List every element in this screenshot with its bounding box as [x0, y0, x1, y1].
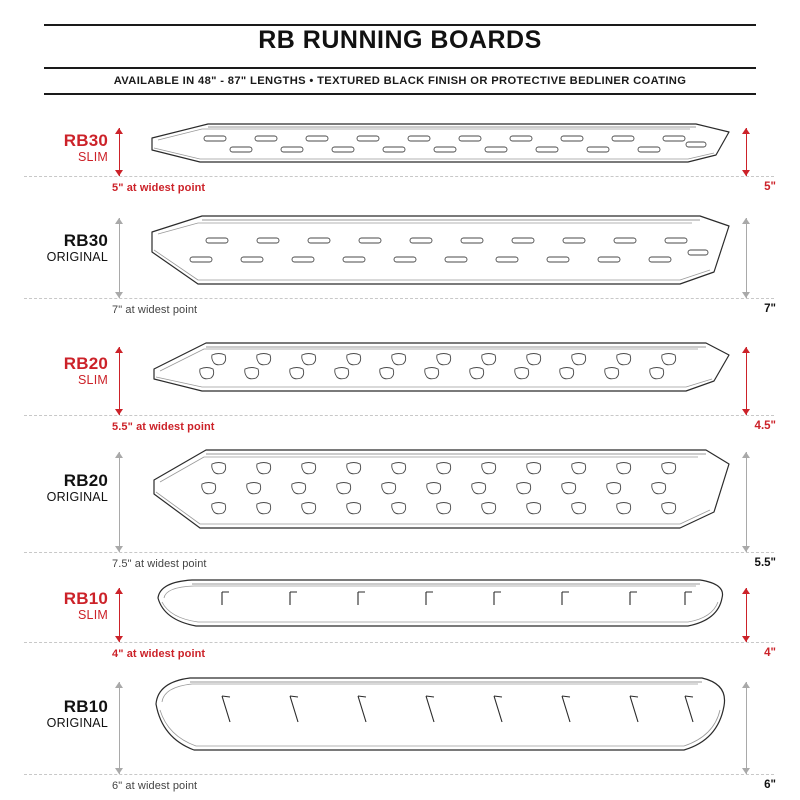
height-label: 4": [764, 647, 776, 659]
height-arrow-right: [742, 218, 751, 298]
board-illustration-rb20-slim: [140, 333, 740, 426]
page-title: RB RUNNING BOARDS: [258, 26, 542, 54]
model-name: RB10: [63, 697, 108, 716]
page-subtitle: AVAILABLE IN 48" - 87" LENGTHS • TEXTURED BLACK FINISH OR PROTECTIVE BEDLINER COATING: [113, 75, 687, 87]
model-name: RB30: [63, 231, 108, 250]
board-illustration-rb10-slim: [140, 568, 740, 661]
spec-row-rb20-original: [0, 440, 800, 570]
height-arrow-left: [115, 682, 124, 774]
board-illustration-rb10-original: [140, 668, 740, 778]
height-arrow-right: [742, 347, 751, 415]
spec-row-rb10-slim: [0, 568, 800, 661]
height-label: 5": [764, 181, 776, 193]
height-arrow-right: [742, 682, 751, 774]
board-illustration-rb30-original: [140, 210, 740, 303]
model-name: RB10: [63, 589, 108, 608]
height-arrow-left: [115, 128, 124, 176]
model-variant: ORIGINAL: [46, 489, 108, 504]
height-label: 7": [764, 303, 776, 315]
model-name: RB30: [63, 131, 108, 150]
model-variant: SLIM: [78, 607, 108, 622]
spec-row-rb20-slim: [0, 333, 800, 433]
height-arrow-left: [115, 452, 124, 552]
height-arrow-left: [115, 347, 124, 415]
spec-row-rb30-original: [0, 210, 800, 316]
height-label: 5.5": [754, 557, 776, 569]
height-arrow-right: [742, 452, 751, 552]
widest-point-label: 5.5" at widest point: [112, 421, 215, 433]
row-label-rb10-slim: [24, 590, 108, 623]
model-variant: SLIM: [78, 372, 108, 387]
board-illustration-rb20-original: [140, 440, 740, 560]
row-label-rb30-original: [24, 232, 108, 265]
board-illustration-rb30-slim: [140, 118, 740, 211]
widest-point-label: 7" at widest point: [112, 304, 198, 316]
widest-point-label: 4" at widest point: [112, 648, 206, 660]
row-label-rb20-original: [24, 472, 108, 505]
page-header: [44, 24, 756, 95]
widest-point-label: 6" at widest point: [112, 780, 198, 792]
model-variant: SLIM: [78, 149, 108, 164]
model-variant: ORIGINAL: [46, 249, 108, 264]
height-arrow-left: [115, 588, 124, 642]
model-name: RB20: [63, 354, 108, 373]
height-arrow-right: [742, 128, 751, 176]
height-label: 6": [764, 779, 776, 791]
model-variant: ORIGINAL: [46, 715, 108, 730]
widest-point-label: 5" at widest point: [112, 182, 206, 194]
row-label-rb10-original: [24, 698, 108, 731]
widest-point-label: 7.5" at widest point: [112, 558, 207, 570]
height-label: 4.5": [754, 420, 776, 432]
height-arrow-left: [115, 218, 124, 298]
model-name: RB20: [63, 471, 108, 490]
spec-row-rb10-original: [0, 668, 800, 792]
header-bottom-rule: [44, 93, 756, 95]
row-label-rb30-slim: [24, 132, 108, 165]
height-arrow-right: [742, 588, 751, 642]
row-label-rb20-slim: [24, 355, 108, 388]
spec-row-rb30-slim: [0, 118, 800, 211]
